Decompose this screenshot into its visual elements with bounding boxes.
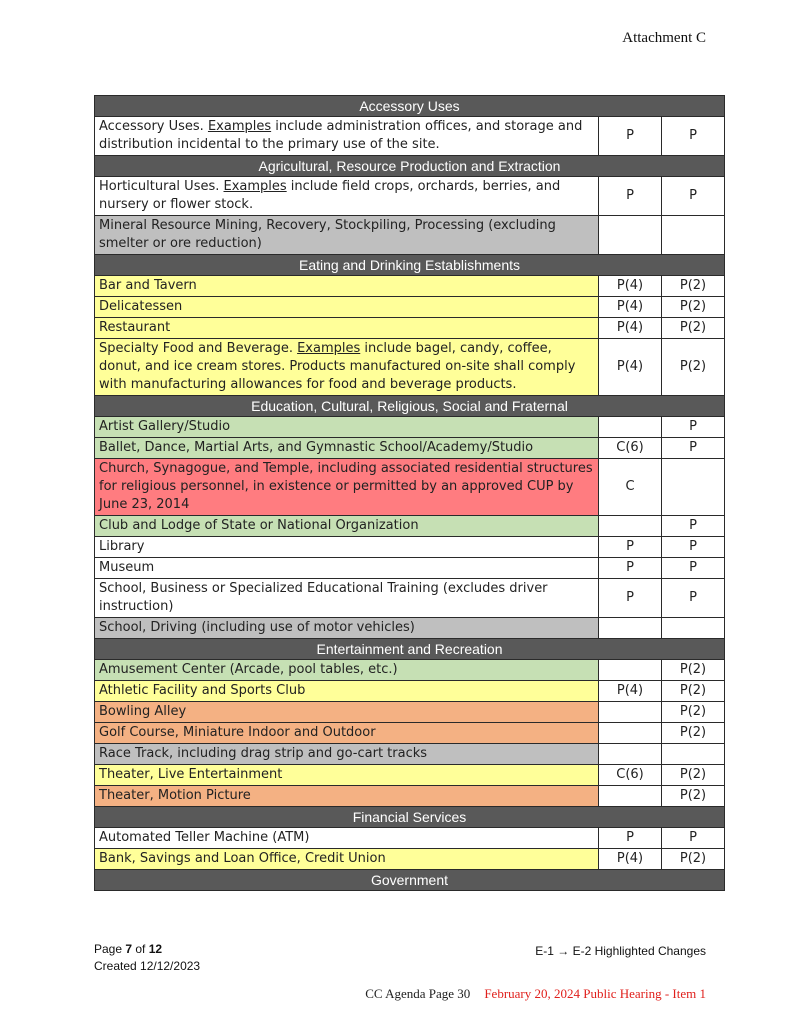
created-date: Created 12/12/2023 [94,959,201,973]
table-row [95,579,725,618]
agenda-page: CC Agenda Page 30 [365,986,471,1001]
e2-code: P [662,537,725,558]
use-description: Golf Course, Miniature Indoor and Outdoor [95,723,599,744]
e1-code [599,786,662,807]
e2-code: P(2) [662,297,725,318]
land-use-table [94,95,725,891]
table-row [95,828,725,849]
use-description: Specialty Food and Beverage. Examples include bagel, candy, coffee, donut, and ice cream stores. Products manufactured on-site shall comply with manufacturing allowances for food and beverage products. [95,339,599,396]
hearing-note: February 20, 2024 Public Hearing - Item 1 [484,986,706,1001]
page-footer [94,941,200,975]
e1-code: P(4) [599,297,662,318]
use-description: School, Driving (including use of motor vehicles) [95,618,599,639]
e2-code: P(2) [662,765,725,786]
table-row [95,438,725,459]
use-description: Theater, Motion Picture [95,786,599,807]
e1-code [599,216,662,255]
table-row [95,681,725,702]
section-header: Accessory Uses [95,96,725,117]
use-description: Ballet, Dance, Martial Arts, and Gymnastic School/Academy/Studio [95,438,599,459]
use-description: Amusement Center (Arcade, pool tables, etc.) [95,660,599,681]
use-description: Museum [95,558,599,579]
use-description: Bar and Tavern [95,276,599,297]
table-row [95,516,725,537]
table-row [95,786,725,807]
e1-code: P [599,558,662,579]
e2-code: P [662,516,725,537]
e2-code [662,744,725,765]
table-row [95,558,725,579]
table-row [95,660,725,681]
e1-code: C(6) [599,438,662,459]
e1-code: P [599,177,662,216]
e1-code [599,744,662,765]
highlighted-changes-note: E-1 → E-2 Highlighted Changes [535,944,706,958]
e2-code: P [662,177,725,216]
e1-code [599,723,662,744]
e2-code: P(2) [662,723,725,744]
e1-code: P(4) [599,681,662,702]
section-header: Entertainment and Recreation [95,639,725,660]
e2-code: P(2) [662,849,725,870]
use-description: Accessory Uses. Examples include administration offices, and storage and distribution incidental to the primary use of the site. [95,117,599,156]
section-header: Financial Services [95,807,725,828]
e1-code [599,660,662,681]
use-description: Horticultural Uses. Examples include field crops, orchards, berries, and nursery or flower stock. [95,177,599,216]
e1-code [599,417,662,438]
table-row [95,276,725,297]
section-header: Eating and Drinking Establishments [95,255,725,276]
table-row [95,339,725,396]
table-row [95,417,725,438]
page-number: Page 7 of 12 [94,942,163,956]
use-description: Church, Synagogue, and Temple, including associated residential structures for religious personnel, in existence or permitted by an approved CUP by June 23, 2014 [95,459,599,516]
e2-code: P(2) [662,276,725,297]
use-description: Mineral Resource Mining, Recovery, Stockpiling, Processing (excluding smelter or ore reduction) [95,216,599,255]
use-description: Library [95,537,599,558]
e1-code: C [599,459,662,516]
e1-code [599,702,662,723]
table-row [95,216,725,255]
use-description: Bank, Savings and Loan Office, Credit Union [95,849,599,870]
e1-code: P(4) [599,318,662,339]
table-row [95,117,725,156]
use-description: Delicatessen [95,297,599,318]
table-row [95,537,725,558]
e1-code: P [599,828,662,849]
e1-code: P [599,117,662,156]
e1-code: P [599,579,662,618]
e2-code [662,216,725,255]
e1-code [599,618,662,639]
e1-code: P(4) [599,339,662,396]
e2-code [662,618,725,639]
table-row [95,459,725,516]
e2-code: P [662,579,725,618]
use-description: School, Business or Specialized Educational Training (excludes driver instruction) [95,579,599,618]
e2-code: P(2) [662,681,725,702]
use-description: Club and Lodge of State or National Organization [95,516,599,537]
e2-code: P(2) [662,786,725,807]
e2-code: P [662,117,725,156]
use-description: Theater, Live Entertainment [95,765,599,786]
e1-code: P(4) [599,849,662,870]
use-description: Bowling Alley [95,702,599,723]
attachment-label: Attachment C [622,30,706,46]
e1-code: P [599,537,662,558]
use-description: Race Track, including drag strip and go-cart tracks [95,744,599,765]
table-row [95,765,725,786]
e2-code: P [662,558,725,579]
use-description: Restaurant [95,318,599,339]
e2-code: P(2) [662,339,725,396]
use-description: Artist Gallery/Studio [95,417,599,438]
agenda-line [365,986,706,1002]
e2-code: P(2) [662,318,725,339]
table-row [95,177,725,216]
e2-code: P [662,828,725,849]
table-row [95,618,725,639]
section-header: Government [95,870,725,891]
table-row [95,849,725,870]
e2-code: P(2) [662,702,725,723]
e1-code: P(4) [599,276,662,297]
e1-code [599,516,662,537]
section-header: Agricultural, Resource Production and Extraction [95,156,725,177]
table-row [95,297,725,318]
section-header: Education, Cultural, Religious, Social and Fraternal [95,396,725,417]
table-row [95,744,725,765]
e1-code: C(6) [599,765,662,786]
e2-code: P(2) [662,660,725,681]
table-row [95,702,725,723]
e2-code [662,459,725,516]
table-row [95,318,725,339]
use-description: Automated Teller Machine (ATM) [95,828,599,849]
use-description: Athletic Facility and Sports Club [95,681,599,702]
e2-code: P [662,438,725,459]
e2-code: P [662,417,725,438]
table-row [95,723,725,744]
